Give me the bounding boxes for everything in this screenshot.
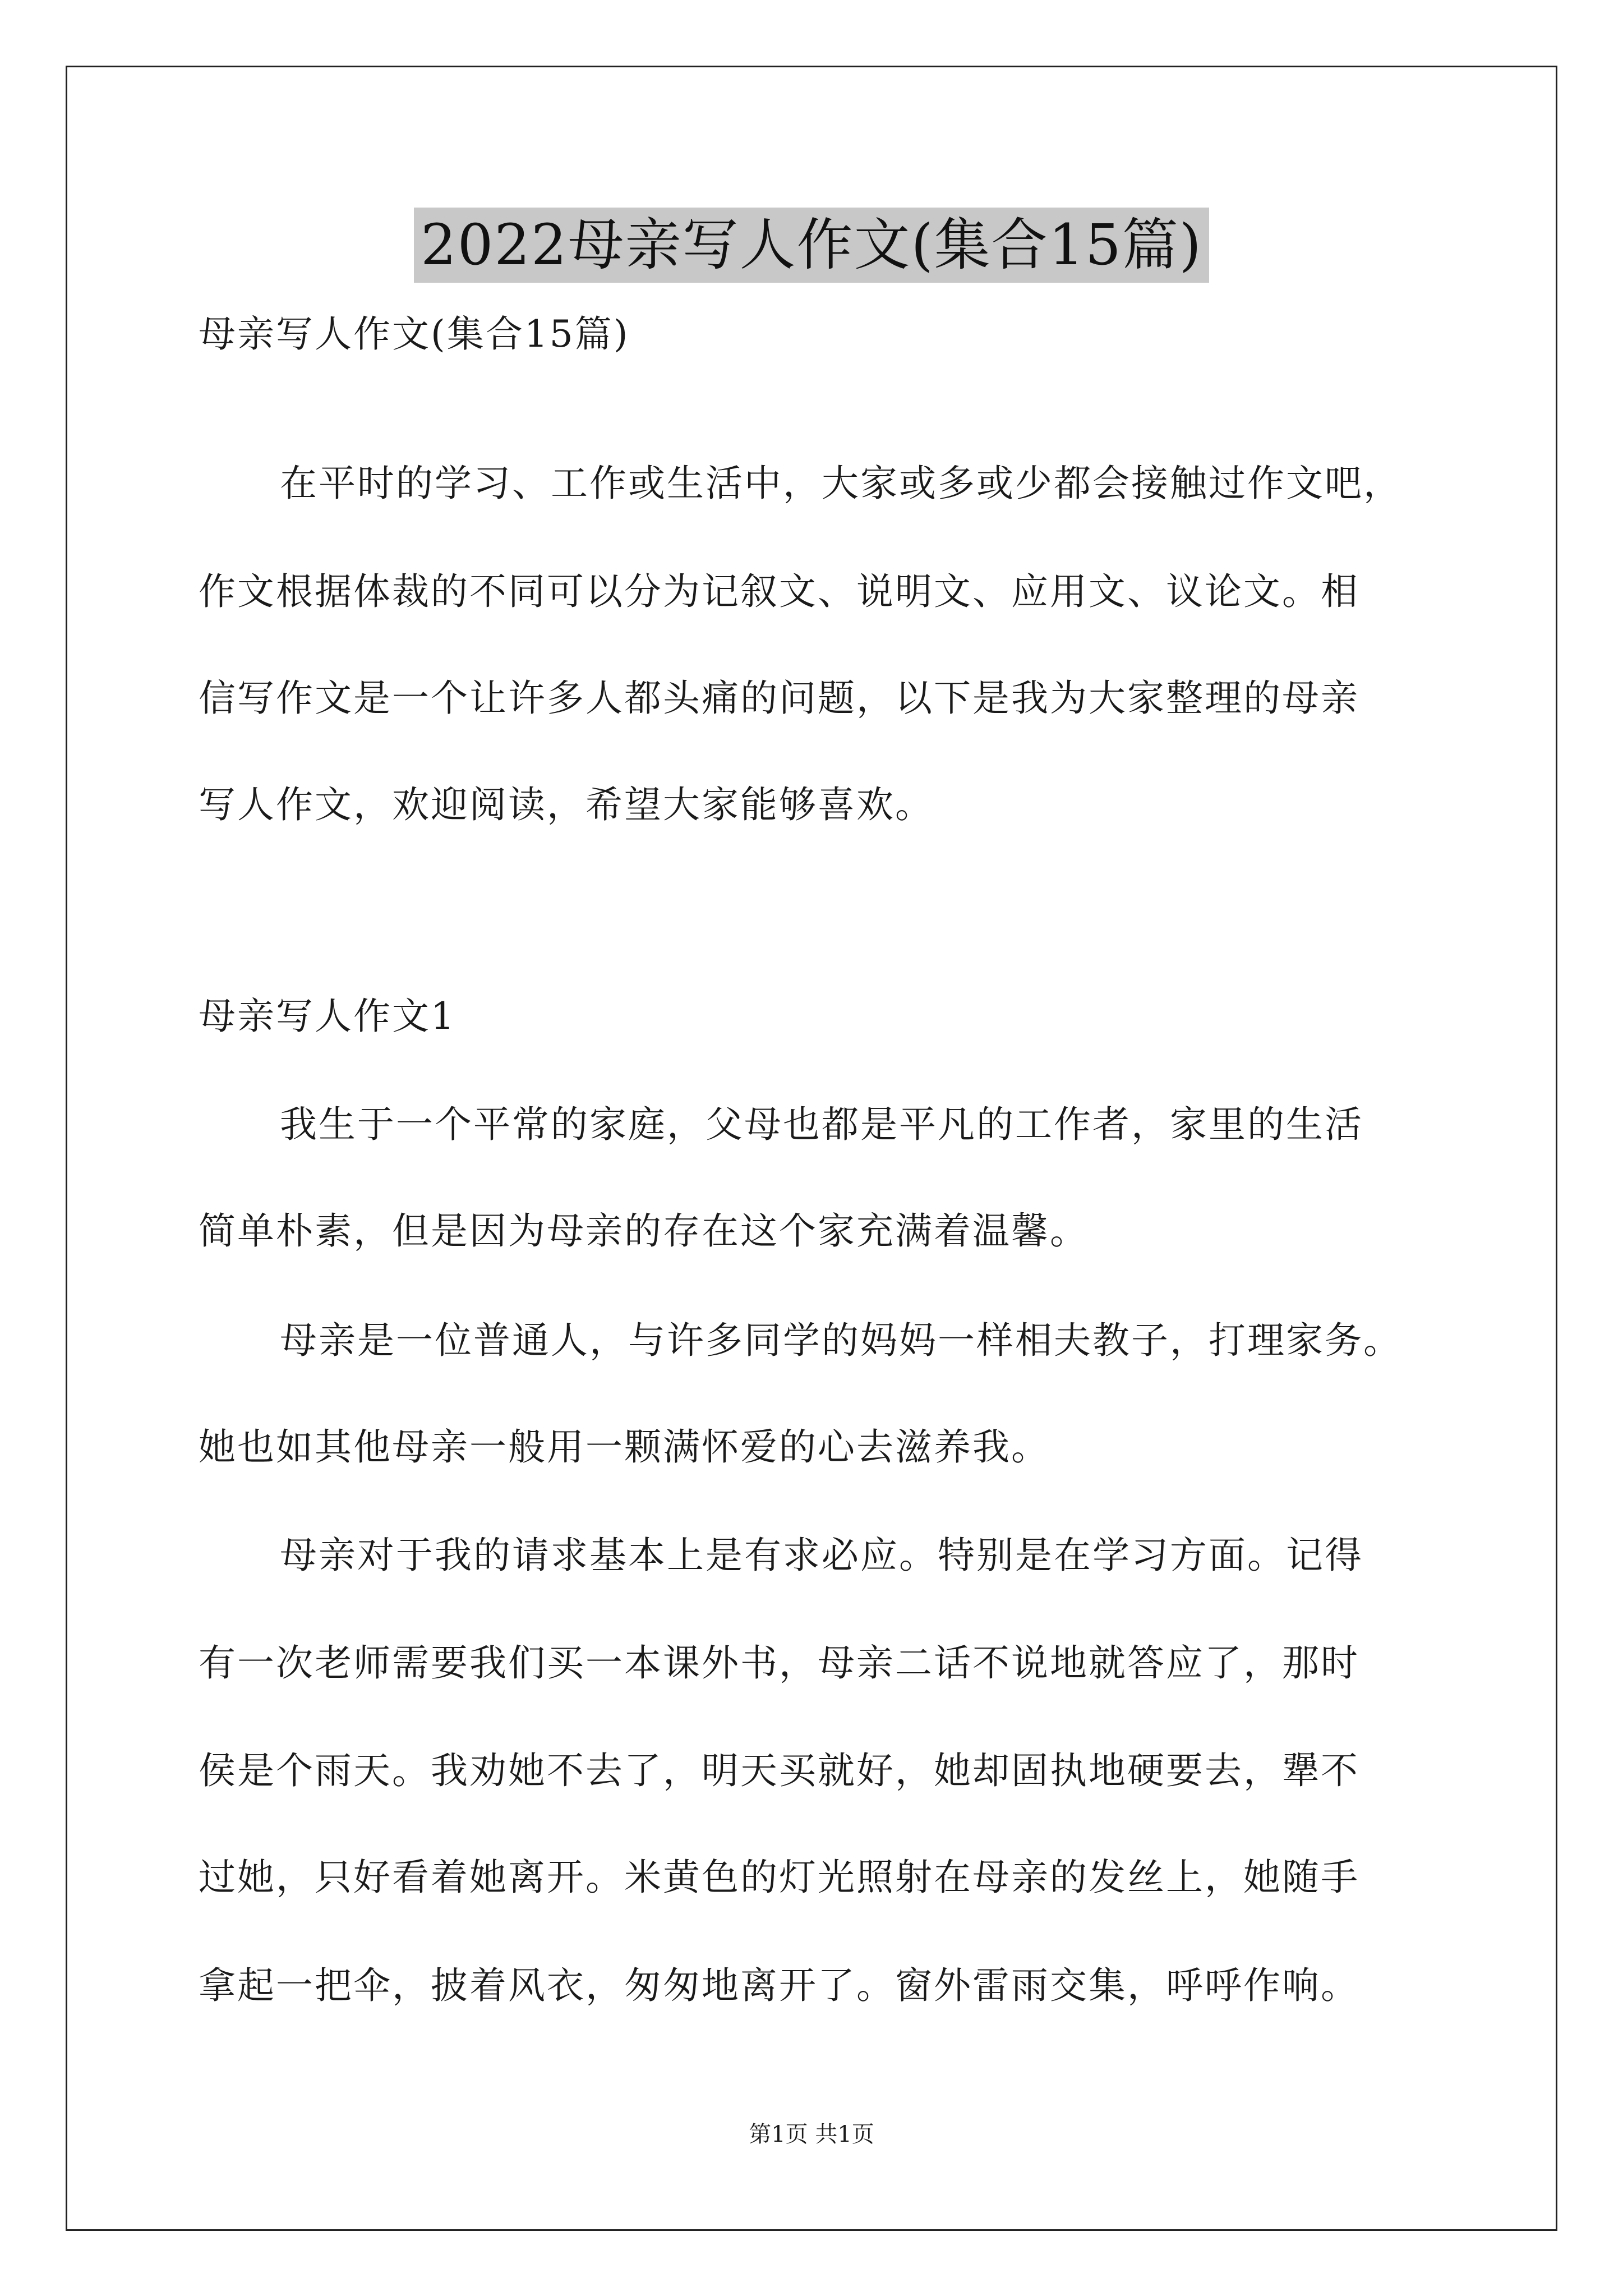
paragraph-line: 拿起一把伞，披着风衣，匆匆地离开了。窗外雷雨交集，呼呼作响。 bbox=[199, 1964, 1359, 2007]
intro-line: 在平时的学习、工作或生活中，大家或多或少都会接触过作文吧， bbox=[280, 462, 1402, 505]
section-heading: 母亲写人作文1 bbox=[199, 995, 456, 1038]
page-border bbox=[66, 66, 1557, 2231]
paragraph-line: 侯是个雨天。我劝她不去了，明天买就好，她却固执地硬要去，犟不 bbox=[199, 1749, 1359, 1792]
intro-line: 写人作文，欢迎阅读，希望大家能够喜欢。 bbox=[199, 783, 934, 826]
title-container bbox=[0, 208, 1623, 283]
intro-line: 作文根据体裁的不同可以分为记叙文、说明文、应用文、议论文。相 bbox=[199, 570, 1359, 613]
page-number: 第1页 共1页 bbox=[749, 2122, 874, 2147]
intro-line: 信写作文是一个让许多人都头痛的问题，以下是我为大家整理的母亲 bbox=[199, 677, 1359, 720]
paragraph-line: 她也如其他母亲一般用一颗满怀爱的心去滋养我。 bbox=[199, 1425, 1050, 1469]
document-title: 2022母亲写人作文(集合15篇) bbox=[414, 208, 1209, 283]
paragraph-line: 母亲对于我的请求基本上是有求必应。特别是在学习方面。记得 bbox=[280, 1534, 1363, 1577]
document-subtitle: 母亲写人作文(集合15篇) bbox=[199, 312, 630, 356]
paragraph-line: 过她，只好看着她离开。米黄色的灯光照射在母亲的发丝上，她随手 bbox=[199, 1856, 1359, 1899]
paragraph-line: 母亲是一位普通人，与许多同学的妈妈一样相夫教子，打理家务。 bbox=[280, 1319, 1402, 1362]
paragraph-line: 我生于一个平常的家庭，父母也都是平凡的工作者，家里的生活 bbox=[280, 1103, 1363, 1146]
paragraph-line: 简单朴素，但是因为母亲的存在这个家充满着温馨。 bbox=[199, 1209, 1089, 1253]
paragraph-line: 有一次老师需要我们买一本课外书，母亲二话不说地就答应了，那时 bbox=[199, 1641, 1359, 1685]
